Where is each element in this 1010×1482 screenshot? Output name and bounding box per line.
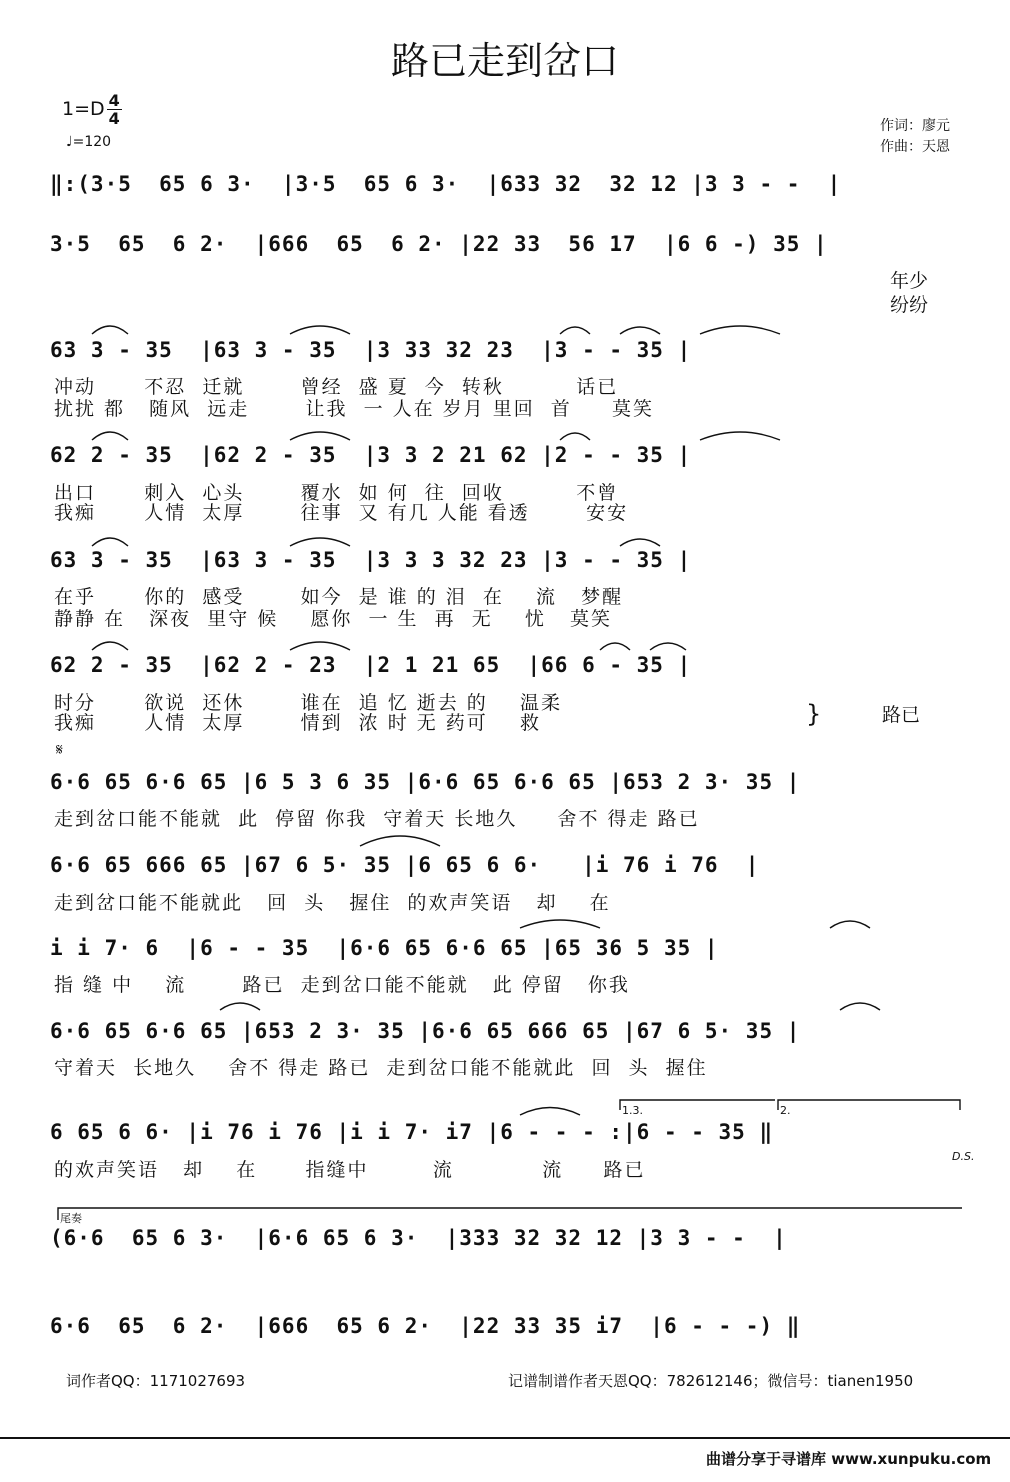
score-system-1: ‖:(3·5 65 6 3· |3·5 65 6 3· |633 32 32 12 |3 3 - - |	[50, 172, 842, 196]
lyric-line: 我痴 人情 太厚 情到 浓 时 无 药可 救	[54, 712, 541, 734]
score-system-2: 3·5 65 6 2· |666 65 6 2· |22 33 56 17 |6 6 -) 35 |	[50, 232, 828, 256]
lyric-line: 出口 刺入 心头 覆水 如 何 往 回收 不曾	[54, 482, 619, 504]
score-system-3: 63 3 - 35 |63 3 - 35 |3 33 32 23 |3 - - 35 |	[50, 338, 692, 362]
outro-label: 尾奏	[60, 1212, 82, 1225]
lyric-line: 扰扰 都 随风 远走 让我 一 人在 岁月 里回 首 莫笑	[54, 398, 654, 420]
score-system-9: i i 7· 6 |6 - - 35 |6·6 65 6·6 65 |65 36 5 35 |	[50, 936, 719, 960]
score-system-5: 63 3 - 35 |63 3 - 35 |3 3 3 32 23 |3 - - 35 |	[50, 548, 692, 572]
lyric-line: 的欢声笑语 却 在 指缝中 流 流 路已	[54, 1159, 646, 1181]
time-den: 4	[108, 109, 120, 128]
time-num: 4	[108, 91, 120, 110]
score-system-11: 6 65 6 6· |i 76 i 76 |i i 7· i7 |6 - - - :|6 - - 35 ‖	[50, 1120, 774, 1144]
site-watermark[interactable]: 曲谱分享于寻谱库 www.xunpuku.com	[706, 1450, 992, 1468]
score-system-8: 6·6 65 666 65 |67 6 5· 35 |6 65 6 6· |i 76 i 76 |	[50, 853, 760, 877]
score-system-4: 62 2 - 35 |62 2 - 35 |3 3 2 21 62 |2 - - 35 |	[50, 443, 692, 467]
lyric-line: 纷纷	[890, 294, 929, 316]
lyric-line: 静静 在 深夜 里守 候 愿你 一 生 再 无 忧 莫笑	[54, 608, 612, 630]
score-system-12: (6·6 65 6 3· |6·6 65 6 3· |333 32 32 12 |3 3 - - |	[50, 1226, 787, 1250]
page-title: 路已走到岔口	[390, 39, 619, 83]
lyric-line: 走到岔口能不能就此 回 头 握住 的欢声笑语 却 在	[54, 892, 611, 914]
tempo-mark: ♩=120	[66, 134, 112, 150]
segno-sign: 𝄋	[56, 740, 63, 759]
lyric-line: 年少	[890, 270, 929, 292]
score-system-10: 6·6 65 6·6 65 |653 2 3· 35 |6·6 65 666 65 |67 6 5· 35 |	[50, 1019, 801, 1043]
footer-arranger-contact: 记谱制谱作者天恩QQ：782612146；微信号：tianen1950	[508, 1372, 914, 1390]
lyric-line: 路已	[882, 704, 921, 726]
score-system-13: 6·6 65 6 2· |666 65 6 2· |22 33 35 i7 |6 - - -) ‖	[50, 1314, 801, 1338]
lyric-line: 在乎 你的 感受 如今 是 谁 的 泪 在 流 梦醒	[54, 586, 624, 608]
lyric-line: 走到岔口能不能就 此 停留 你我 守着天 长地久 舍不 得走 路已	[54, 808, 700, 830]
footer-divider	[0, 1437, 1010, 1439]
lyric-line: 冲动 不忍 迁就 曾经 盛 夏 今 转秋 话已	[54, 376, 619, 398]
lyric-line: 我痴 人情 太厚 往事 又 有几 人能 看透 安安	[54, 502, 629, 524]
composer: 作曲：天恩	[880, 139, 950, 155]
volta-2: 2.	[780, 1104, 791, 1117]
volta-1: 1.3.	[622, 1104, 643, 1117]
key-label: 1=D	[62, 98, 105, 120]
brace: }	[806, 700, 822, 728]
lyric-line: 指 缝 中 流 路已 走到岔口能不能就 此 停留 你我	[54, 974, 630, 996]
score-system-7: 6·6 65 6·6 65 |6 5 3 6 35 |6·6 65 6·6 65 |653 2 3· 35 |	[50, 770, 801, 794]
footer-lyricist-qq: 词作者QQ：1171027693	[66, 1372, 246, 1390]
lyric-line: 守着天 长地久 舍不 得走 路已 走到岔口能不能就此 回 头 握住	[54, 1057, 708, 1079]
lyric-line: 时分 欲说 还休 谁在 追 忆 逝去 的 温柔	[54, 692, 562, 714]
ds-mark: D.S.	[952, 1150, 975, 1163]
lyricist: 作词：廖元	[880, 118, 950, 134]
score-system-6: 62 2 - 35 |62 2 - 23 |2 1 21 65 |66 6 - 35 |	[50, 653, 692, 677]
